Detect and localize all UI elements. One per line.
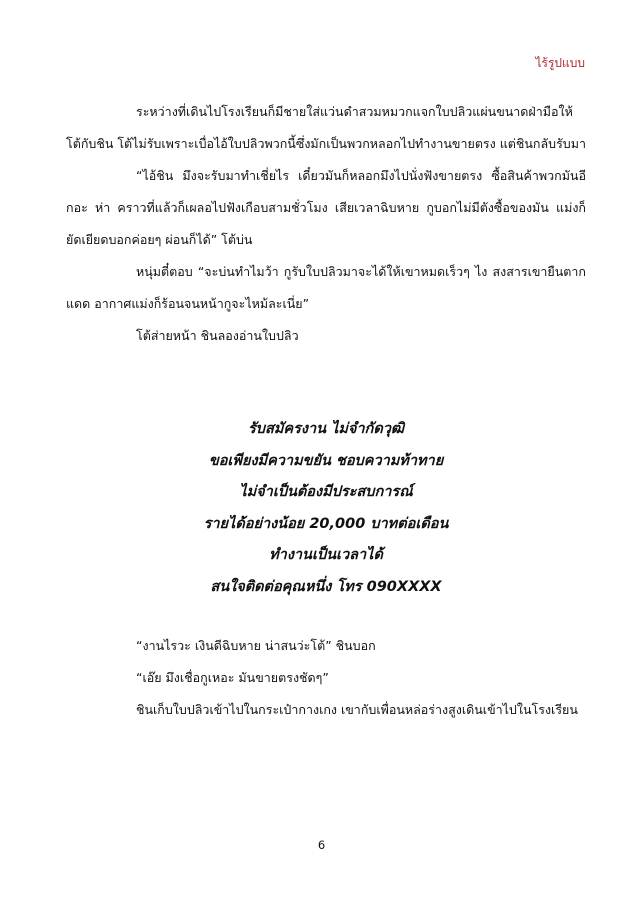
- flyer-line-3: ไม่จำเป็นต้องมีประสบการณ์: [239, 484, 413, 500]
- flyer-line-2: ขอเพียงมีความขยัน ชอบความท้าทาย: [208, 452, 444, 469]
- flyer-line-6: สนใจติดต่อคุณหนึ่ง โทร 090XXXX: [210, 578, 442, 595]
- flyer-line-1: รับสมัครงาน ไม่จำกัดวุฒิ: [248, 421, 404, 437]
- body-text-top: [66, 96, 586, 352]
- flyer-line-5: ทำงานเป็นเวลาได้: [269, 547, 383, 563]
- paragraph-5: “งานไรวะ เงินดีฉิบหาย น่าสนว่ะโต้” ชินบอก: [136, 638, 376, 653]
- page-number: 6: [317, 838, 326, 852]
- header-tag: ไร้รูปแบบ: [535, 56, 585, 70]
- paragraph-7: ชินเก็บใบปลิวเข้าไปในกระเป๋ากางเกง เขากับเพื่อนหล่อร่างสูงเดินเข้าไปในโรงเรียน: [136, 702, 578, 717]
- paragraph-6: “เอ๊ย มึงเชื่อกูเหอะ มันขายตรงชัดๆ”: [136, 670, 329, 685]
- body-text-bottom: [66, 630, 586, 726]
- flyer-text: [66, 414, 586, 603]
- paragraph-1: ระหว่างที่เดินไปโรงเรียนก็มีชายใส่แว่นดำสวมหมวกแจกใบปลิวแผ่นขนาดฝ่ามือให้โต้กับชิน โต้ไม่รับเพราะเบื่อไอ้ใบปลิวพวกนี้ซึ่งมักเป็นพวกหลอกไปทำงานขายตรง แต่ชินกลับรับมา: [66, 104, 587, 151]
- paragraph-2: “ไอ้ชิน มึงจะรับมาทำเชี่ยไร เดี๋ยวมันก็หลอกมึงไปนั่งฟังขายตรง ซื้อสินค้าพวกมันอีกอะ ห่า คราวที่แล้วก็เผลอไปฟังเกือบสามชั่วโมง เสียเวลาฉิบหาย กูบอกไม่มีตังซื้อของมัน แม่งก็ยัดเยียดบอกค่อยๆ ผ่อนก็ได้” โต้บ่น: [66, 168, 586, 247]
- paragraph-3: หนุ่มตี๋ตอบ “จะบ่นทำไมว้า กูรับใบปลิวมาจะได้ให้เขาหมดเร็วๆ ไง สงสารเขายืนตากแดด อากาศแม่งก็ร้อนจนหน้ากูจะไหม้ละเนี่ย”: [66, 264, 586, 311]
- flyer-line-4: รายได้อย่างน้อย 20,000 บาทต่อเดือน: [203, 515, 449, 532]
- paragraph-4: โต้ส่ายหน้า ชินลองอ่านใบปลิว: [136, 328, 299, 343]
